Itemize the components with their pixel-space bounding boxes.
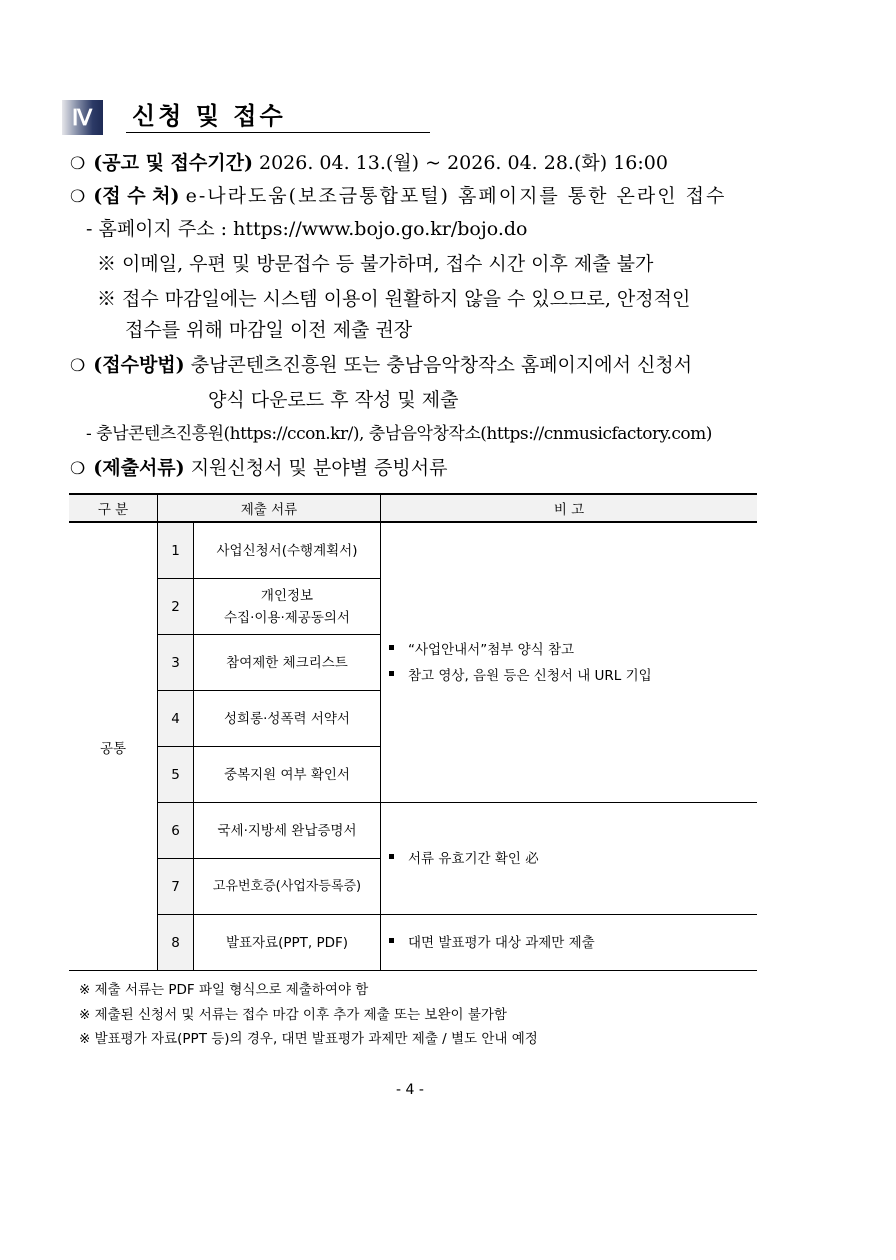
homepage-address: - 홈페이지 주소 : https://www.bojo.go.kr/bojo.do (86, 218, 528, 240)
square-bullet-icon (389, 854, 394, 859)
circle-bullet-icon: ❍ (70, 187, 86, 207)
document-name: 참여제한 체크리스트 (194, 635, 381, 691)
documents-table (69, 493, 757, 971)
remarks-cell-group-2 (381, 803, 758, 915)
documents-label: (제출서류) (93, 457, 185, 479)
row-number: 3 (158, 635, 194, 691)
remarks-cell-group-3 (381, 915, 758, 971)
table-row (69, 522, 757, 579)
document-name: 사업신청서(수행계획서) (194, 522, 381, 579)
period-item (70, 150, 668, 177)
remark-text: “사업안내서”첨부 양식 참고 (408, 641, 575, 658)
method-item (70, 352, 692, 379)
footnote: ※ 발표평가 자료(PPT 등)의 경우, 대면 발표평가 과제만 제출 / 별도 안내 예정 (79, 1031, 538, 1047)
place-note-2: ※ 접수 마감일에는 시스템 이용이 원활하지 않을 수 있으므로, 안정적인 (97, 288, 691, 310)
document-name: 중복지원 여부 확인서 (194, 747, 381, 803)
document-name: 발표자료(PPT, PDF) (194, 915, 381, 971)
place-note-2-cont: 접수를 위해 마감일 이전 제출 권장 (125, 319, 413, 341)
circle-bullet-icon: ❍ (70, 154, 86, 174)
method-line-1: 충남콘텐츠진흥원 또는 충남음악창작소 홈페이지에서 신청서 (190, 354, 693, 376)
documents-value: 지원신청서 및 분야별 증빙서류 (190, 457, 448, 479)
period-label: (공고 및 접수기간) (93, 152, 253, 174)
table-header-row (69, 494, 757, 522)
method-line-2: 양식 다운로드 후 작성 및 제출 (208, 389, 459, 411)
method-label: (접수방법) (93, 354, 185, 376)
row-number: 6 (158, 803, 194, 859)
header-remarks: 비 고 (381, 494, 758, 522)
row-number: 2 (158, 579, 194, 635)
documents-item (70, 455, 447, 482)
remark-text: 대면 발표평가 대상 과제만 제출 (408, 934, 595, 951)
section-number-badge: Ⅳ (62, 100, 103, 135)
row-number: 5 (158, 747, 194, 803)
row-number: 8 (158, 915, 194, 971)
document-name (194, 579, 381, 635)
place-item (70, 183, 726, 210)
remark-item (389, 846, 757, 872)
remark-item (389, 663, 757, 689)
document-name: 고유번호증(사업자등록증) (194, 859, 381, 915)
row-number: 4 (158, 691, 194, 747)
document-name-line-1: 개인정보 (260, 587, 314, 604)
square-bullet-icon (389, 671, 394, 676)
footnote: ※ 제출된 신청서 및 서류는 접수 마감 이후 추가 제출 또는 보완이 불가함 (79, 1007, 507, 1023)
remark-item (389, 637, 757, 663)
page-number: - 4 - (396, 1082, 424, 1098)
footnote: ※ 제출 서류는 PDF 파일 형식으로 제출하여야 함 (79, 982, 369, 998)
remark-text: 참고 영상, 음원 등은 신청서 내 URL 기입 (408, 667, 652, 684)
square-bullet-icon (389, 645, 394, 650)
remarks-cell-group-1 (381, 522, 758, 803)
method-links: - 충남콘텐츠진흥원(https://ccon.kr/), 충남음악창작소(https://cnmusicfactory.com) (86, 424, 712, 444)
header-category: 구 분 (69, 494, 158, 522)
remark-item (389, 930, 757, 956)
place-note-1: ※ 이메일, 우편 및 방문접수 등 불가하며, 접수 시간 이후 제출 불가 (97, 253, 654, 275)
table-row (69, 915, 757, 971)
place-value: e-나라도움(보조금통합포털) 홈페이지를 통한 온라인 접수 (185, 185, 727, 207)
circle-bullet-icon: ❍ (70, 356, 86, 376)
document-name: 국세·지방세 완납증명서 (194, 803, 381, 859)
table-row (69, 803, 757, 859)
header-documents: 제출 서류 (158, 494, 381, 522)
category-cell: 공통 (69, 522, 158, 971)
document-name-line-2: 수집·이용·제공동의서 (224, 609, 350, 626)
document-name: 성희롱·성폭력 서약서 (194, 691, 381, 747)
square-bullet-icon (389, 938, 394, 943)
period-value: 2026. 04. 13.(월) ~ 2026. 04. 28.(화) 16:00 (258, 152, 668, 174)
circle-bullet-icon: ❍ (70, 459, 86, 479)
row-number: 7 (158, 859, 194, 915)
place-label: (접 수 처) (93, 185, 180, 207)
section-title: 신청 및 접수 (126, 100, 430, 133)
row-number: 1 (158, 522, 194, 579)
remark-text: 서류 유효기간 확인 必 (408, 850, 539, 867)
